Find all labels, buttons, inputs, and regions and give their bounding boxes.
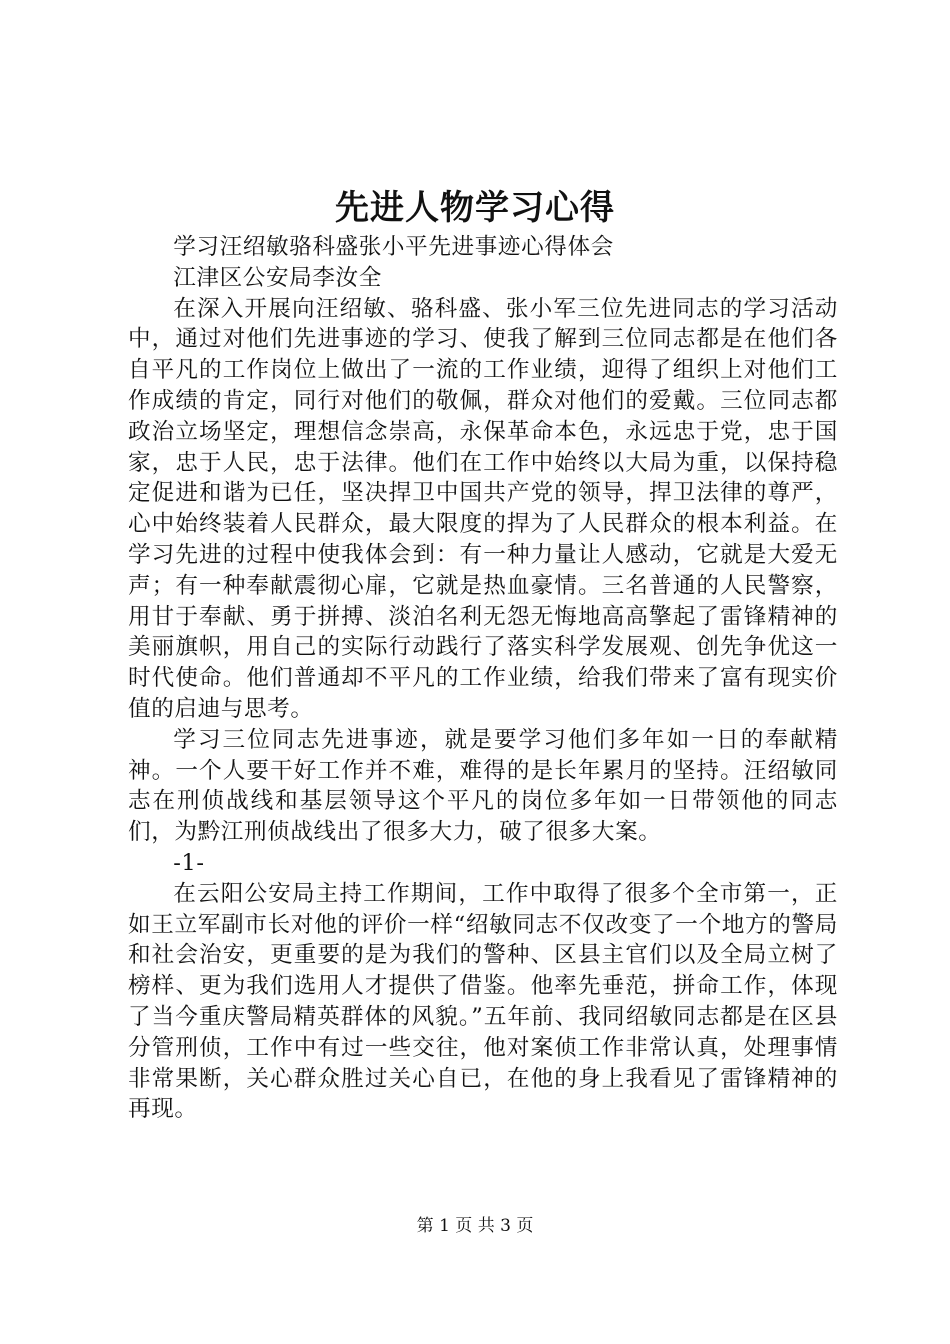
page-number-footer: 第 1 页 共 3 页 [416,1216,534,1236]
document-title: 先进人物学习心得 [335,188,615,228]
paragraph-2: 学习三位同志先进事迹，就是要学习他们多年如一日的奉献精神。一个人要干好工作并不难，难得的是长年累月的坚持。汪绍敏同志在刑侦战线和基层领导这个平凡的岗位多年如一日带领他的同志们，为黔江刑侦战线出了很多大力，破了很多大案。 [128,726,838,846]
inline-page-marker: -1- [173,849,205,876]
subtitle-line: 学习汪绍敏骆科盛张小平先进事迹心得体会 [173,234,614,260]
paragraph-1: 在深入开展向汪绍敏、骆科盛、张小军三位先进同志的学习活动中，通过对他们先进事迹的学习、使我了解到三位同志都是在他们各自平凡的工作岗位上做出了一流的工作业绩，迎得了组织上对他们工作成绩的肯定，同行对他们的敬佩，群众对他们的爱戴。三位同志都政治立场坚定，理想信念崇高，永保革命本色，永远忠于党，忠于国家，忠于人民，忠于法律。他们在工作中始终以大局为重，以保持稳定促进和谐为已任，坚决捍卫中国共产党的领导，捍卫法律的尊严，心中始终装着人民群众，最大限度的捍为了人民群众的根本利益。在学习先进的过程中使我体会到：有一种力量让人感动，它就是大爱无声；有一种奉献震彻心扉，它就是热血豪情。三名普通的人民警察，用甘于奉献、勇于拼搏、淡泊名利无怨无悔地高高擎起了雷锋精神的美丽旗帜，用自己的实际行动践行了落实科学发展观、创先争优这一时代使命。他们普通却不平凡的工作业绩，给我们带来了富有现实价值的启迪与思考。 [128,295,838,722]
author-line: 江津区公安局李汝全 [173,264,382,291]
paragraph-3: 在云阳公安局主持工作期间，工作中取得了很多个全市第一，正如王立军副市长对他的评价一样“绍敏同志不仅改变了一个地方的警局和社会治安，更重要的是为我们的警种、区县主官们以及全局立树了榜样、更为我们选用人才提供了借鉴。他率先垂范，拼命工作，体现了当今重庆警局精英群体的风貌。”五年前、我同绍敏同志都是在区县分管刑侦，工作中有过一些交往，他对案侦工作非常认真，处理事情非常果断，关心群众胜过关心自已，在他的身上我看见了雷锋精神的再现。 [128,880,838,1123]
document-body [128,232,838,1125]
